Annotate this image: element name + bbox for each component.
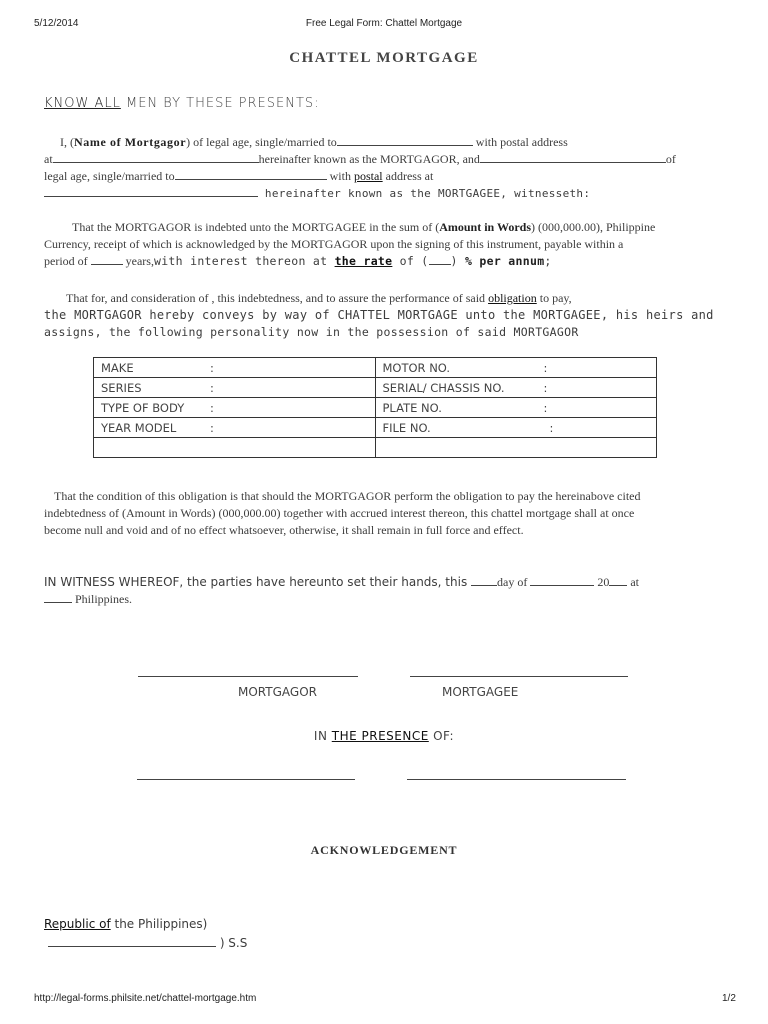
mortgagee-spouse-blank [175, 168, 327, 180]
field-colon: : [210, 420, 214, 435]
republic-of-underlined: Republic of [44, 917, 111, 931]
mortgagor-signature-line [138, 675, 358, 677]
field-label: MOTOR NO. [382, 360, 451, 375]
field-colon: : [549, 420, 554, 435]
witness-paragraph: IN WITNESS WHEREOF, the parties have hereunto set their hands, this day of 20 at Philippines. [44, 575, 640, 606]
mortgagor-address-blank [53, 151, 259, 163]
table-cell [94, 438, 376, 458]
field-label: SERIAL/ CHASSIS NO. [382, 380, 505, 395]
years-blank [91, 253, 123, 265]
table-cell [375, 358, 657, 378]
mortgagee-address-blank [44, 185, 258, 197]
field-colon: : [543, 400, 548, 415]
spouse-blank [337, 134, 473, 146]
know-all-rest: MEN BY THESE PRESENTS: [120, 96, 320, 111]
table-cell [375, 418, 657, 438]
witness-1-signature-line [137, 778, 355, 780]
table-cell [94, 378, 376, 398]
mortgagor-name-placeholder: Name of Mortgagor [74, 135, 187, 149]
mortgagee-caption: MORTGAGEE [442, 685, 519, 699]
field-label: TYPE OF BODY [101, 400, 185, 415]
the-presence-underlined: THE PRESENCE [331, 729, 429, 743]
per-annum-label: % per annum [464, 254, 545, 268]
field-colon: : [543, 360, 548, 375]
the-rate-underlined: the rate [334, 254, 393, 268]
acknowledgement-heading: ACKNOWLEDGEMENT [310, 843, 458, 857]
conveyance-paragraph: That for, and consideration of , this indebtedness, and to assure the performance of said obligation to pay, the MORTGAGOR hereby conveys by way of CHATTEL MORTGAGE unto the MORTGAGEE, his heirs and assigns, the following personality now in the possession of said MORTGAGOR [44, 291, 714, 339]
table-cell [375, 398, 657, 418]
know-all-underlined: KNOW ALL [44, 96, 121, 111]
condition-paragraph: That the condition of this obligation is that should the MORTGAGOR perform the obligation to pay the hereinabove cited indebtedness of (Amount in Words) (000,000.00) together with accrued interest thereon, this chattel mortgage shall at once become null and void and of no effect whatsoever, otherwise, it shall remain in full force and effect. [44, 489, 641, 537]
know-all-heading [44, 96, 320, 111]
table-cell [375, 438, 657, 458]
mortgagee-name-blank [480, 151, 666, 163]
venue-block: Republic of the Philippines) ) S.S [44, 917, 248, 950]
venue-blank [48, 935, 216, 947]
print-date: 5/12/2014 [34, 18, 79, 29]
table-row [94, 378, 657, 398]
month-blank [530, 574, 594, 586]
page-number: 1/2 [722, 993, 736, 1004]
table-row [94, 438, 657, 458]
field-label: MAKE [101, 360, 134, 375]
field-label: FILE NO. [382, 420, 431, 435]
obligation-underlined: obligation [488, 291, 537, 305]
mortgagee-signature-line [410, 675, 628, 677]
indebtedness-paragraph: That the MORTGAGOR is indebted unto the MORTGAGEE in the sum of (Amount in Words) (000,000.00), Philippine Currency, receipt of which is acknowledged by the MORTGAGOR upon the signing of this instrument, payable within a period of years,with interest thereon at the rate of ( ) % per annum; [44, 220, 656, 268]
place-blank [44, 591, 72, 603]
field-colon: : [543, 380, 548, 395]
source-url: http://legal-forms.philsite.net/chattel-mortgage.htm [34, 993, 257, 1004]
field-colon: : [210, 380, 214, 395]
mortgagor-mortgagee-paragraph: I, (Name of Mortgagor) of legal age, single/married to with postal address at hereinafter known as the MORTGAGOR, and of legal age, single/married to with postal address at hereinafter known as the MORTGAGEE, witnesseth: [44, 135, 676, 200]
witness-2-signature-line [407, 778, 626, 780]
field-colon: : [210, 360, 214, 375]
day-blank [471, 574, 497, 586]
in-the-presence-of: IN THE PRESENCE OF: [313, 729, 455, 743]
print-page-title: Free Legal Form: Chattel Mortgage [305, 18, 463, 29]
document-title: CHATTEL MORTGAGE [289, 50, 479, 66]
table-cell [94, 358, 376, 378]
field-label: PLATE NO. [382, 400, 442, 415]
vehicle-details-table [93, 357, 657, 458]
table-row [94, 418, 657, 438]
table-cell [375, 378, 657, 398]
postal-underlined: postal [353, 169, 383, 183]
table-row [94, 358, 657, 378]
field-label: YEAR MODEL [101, 420, 177, 435]
amount-words-placeholder: Amount in Words [439, 220, 531, 234]
table-cell [94, 398, 376, 418]
rate-blank [429, 253, 451, 265]
year-blank [609, 574, 627, 586]
table-row [94, 398, 657, 418]
field-colon: : [210, 400, 214, 415]
table-cell [94, 418, 376, 438]
field-label: SERIES [101, 380, 142, 395]
mortgagor-caption: MORTGAGOR [238, 685, 317, 699]
